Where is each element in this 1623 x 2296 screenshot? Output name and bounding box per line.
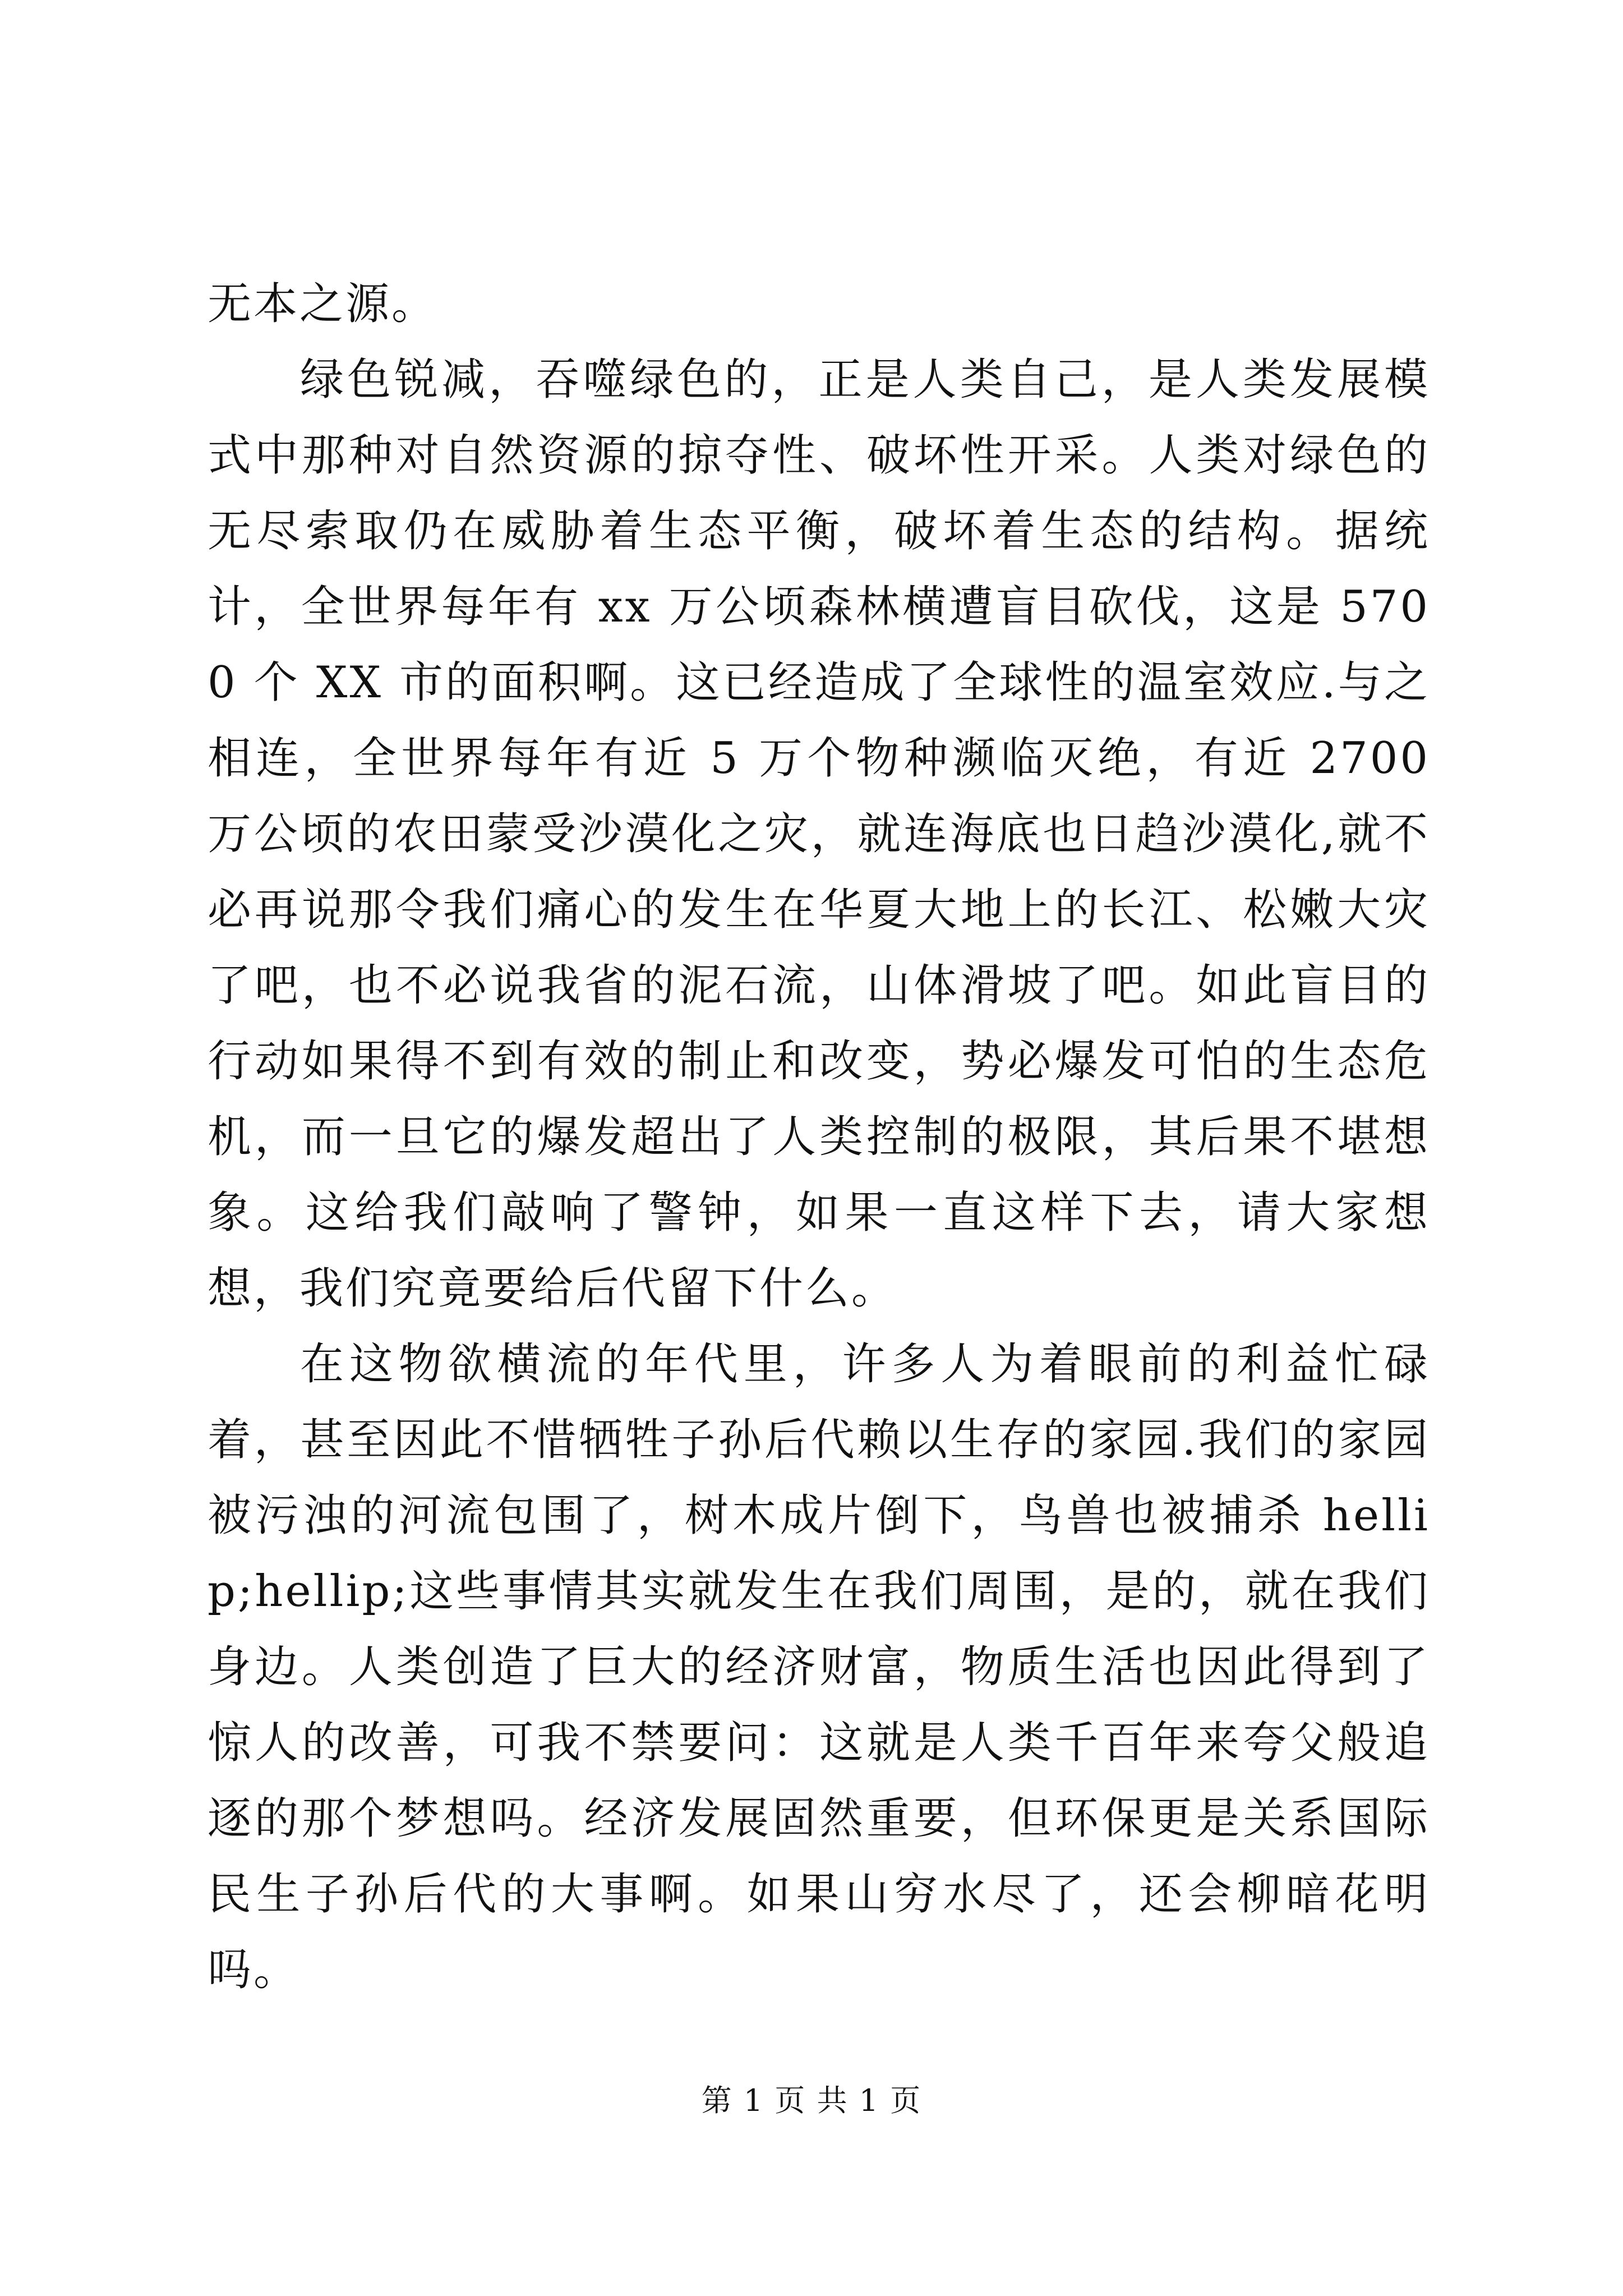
document-body: [208, 266, 1430, 2008]
paragraph-1: 无本之源。: [208, 279, 438, 329]
paragraph-2: 绿色锐减，吞噬绿色的，正是人类自己，是人类发展模式中那种对自然资源的掠夺性、破坏性开采。人类对绿色的无尽索取仍在威胁着生态平衡，破坏着生态的结构。据统计，全世界每年有 xx 万公顷森林横遭盲目砍伐，这是 5700 个 XX 市的面积啊。这已经造成了全球性的温室效应.与之相连，全世界每年有近 5 万个物种濒临灭绝，有近 2700 万公顷的农田蒙受沙漠化之灾，就连海底也日趋沙漠化,就不必再说那令我们痛心的发生在华夏大地上的长江、松嫩大灾了吧，也不必说我省的泥石流，山体滑坡了吧。如此盲目的行动如果得不到有效的制止和改变，势必爆发可怕的生态危机，而一旦它的爆发超出了人类控制的极限，其后果不堪想象。这给我们敲响了警钟，如果一直这样下去，请大家想想，我们究竟要给后代留下什么。: [208, 355, 1430, 1314]
paragraph-3: 在这物欲横流的年代里，许多人为着眼前的利益忙碌着，甚至因此不惜牺牲子孙后代赖以生存的家园.我们的家园被污浊的河流包围了，树木成片倒下，鸟兽也被捕杀 hellip;hellip;这些事情其实就发生在我们周围，是的，就在我们身边。人类创造了巨大的经济财富，物质生活也因此得到了惊人的改善，可我不禁要问：这就是人类千百年来夸父般追逐的那个梦想吗。经济发展固然重要，但环保更是关系国际民生子孙后代的大事啊。如果山穷水尽了，还会柳暗花明吗。: [208, 1339, 1430, 1995]
page-footer: 第 1 页 共 1 页: [701, 2083, 922, 2118]
